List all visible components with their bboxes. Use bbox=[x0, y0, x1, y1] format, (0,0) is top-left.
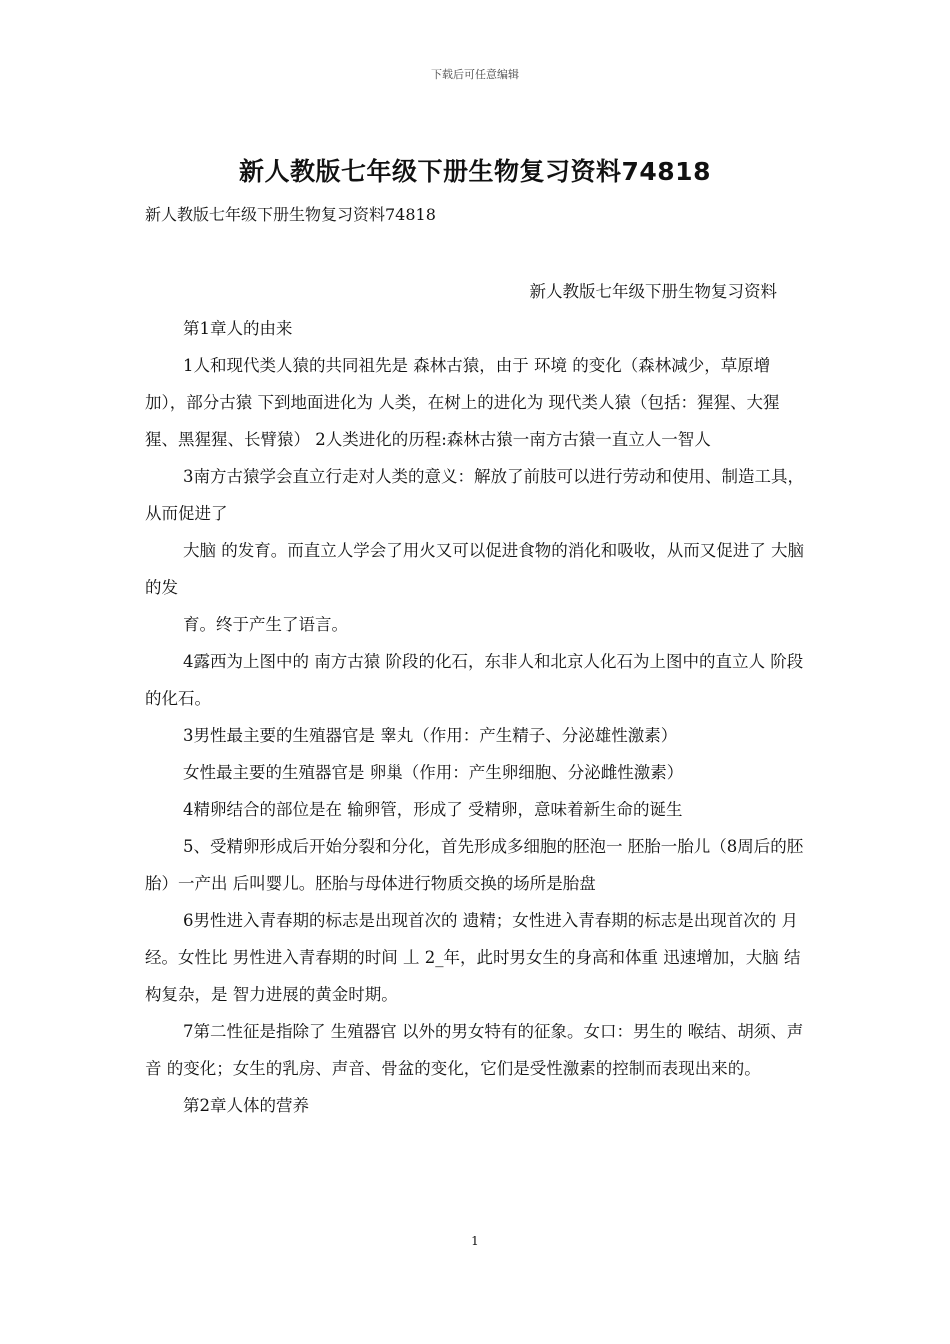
paragraph: 育。终于产生了语言。 bbox=[183, 615, 348, 634]
page-number: 1 bbox=[471, 1234, 479, 1248]
chapter-heading: 第2章人体的营养 bbox=[183, 1096, 309, 1115]
paragraph: 3南方古猿学会直立行走对人类的意义：解放了前肢可以进行劳动和使用、制造工具，从而促进了 bbox=[145, 467, 804, 523]
document-title: 新人教版七年级下册生物复习资料74818 bbox=[239, 157, 711, 186]
paragraph: 6男性进入青春期的标志是出现首次的 遗精；女性进入青春期的标志是出现首次的 月经。女性比 男性进入青春期的时间 丄 2_年，此时男女生的身高和体重 迅速增加，大脑 结构复杂，是 智力进展的黄金时期。 bbox=[145, 911, 801, 1004]
document-subtitle: 新人教版七年级下册生物复习资料74818 bbox=[145, 205, 436, 224]
chapter-heading: 第1章人的由来 bbox=[183, 319, 293, 338]
document-body bbox=[145, 273, 810, 1124]
paragraph: 4露西为上图中的 南方古猿 阶段的化石，东非人和北京人化石为上图中的直立人 阶段的化石。 bbox=[145, 652, 804, 708]
paragraph: 女性最主要的生殖器官是 卵巢（作用：产生卵细胞、分泌雌性激素） bbox=[183, 763, 684, 782]
paragraph: 7第二性征是指除了 生殖器官 以外的男女特有的征象。女口：男生的 喉结、胡须、声音 的变化；女生的乳房、声音、骨盆的变化，它们是受性激素的控制而表现出来的。 bbox=[145, 1022, 804, 1078]
section-heading-right: 新人教版七年级下册生物复习资料 bbox=[529, 282, 777, 301]
paragraph: 5、受精卵形成后开始分裂和分化，首先形成多细胞的胚泡一 胚胎一胎儿（8周后的胚胎）一产出 后叫婴儿。胚胎与母体进行物质交换的场所是胎盘 bbox=[145, 837, 804, 893]
paragraph: 1人和现代类人猿的共同祖先是 森林古猿，由于 环境 的变化（森林减少，草原增加），部分古猿 下到地面进化为 人类，在树上的进化为 现代类人猿（包括：猩猩、大猩猩、黑猩猩、长臂猿） 2人类进化的历程:森林古猿一南方古猿一直立人一智人 bbox=[145, 356, 780, 449]
paragraph: 大脑 的发育。而直立人学会了用火又可以促进食物的消化和吸收，从而又促进了 大脑 的发 bbox=[145, 541, 804, 597]
paragraph: 4精卵结合的部位是在 输卵管，形成了 受精卵，意味着新生命的诞生 bbox=[183, 800, 683, 819]
header-note: 下载后可任意编辑 bbox=[431, 68, 519, 81]
paragraph: 3男性最主要的生殖器官是 睾丸（作用：产生精子、分泌雄性激素） bbox=[183, 726, 678, 745]
